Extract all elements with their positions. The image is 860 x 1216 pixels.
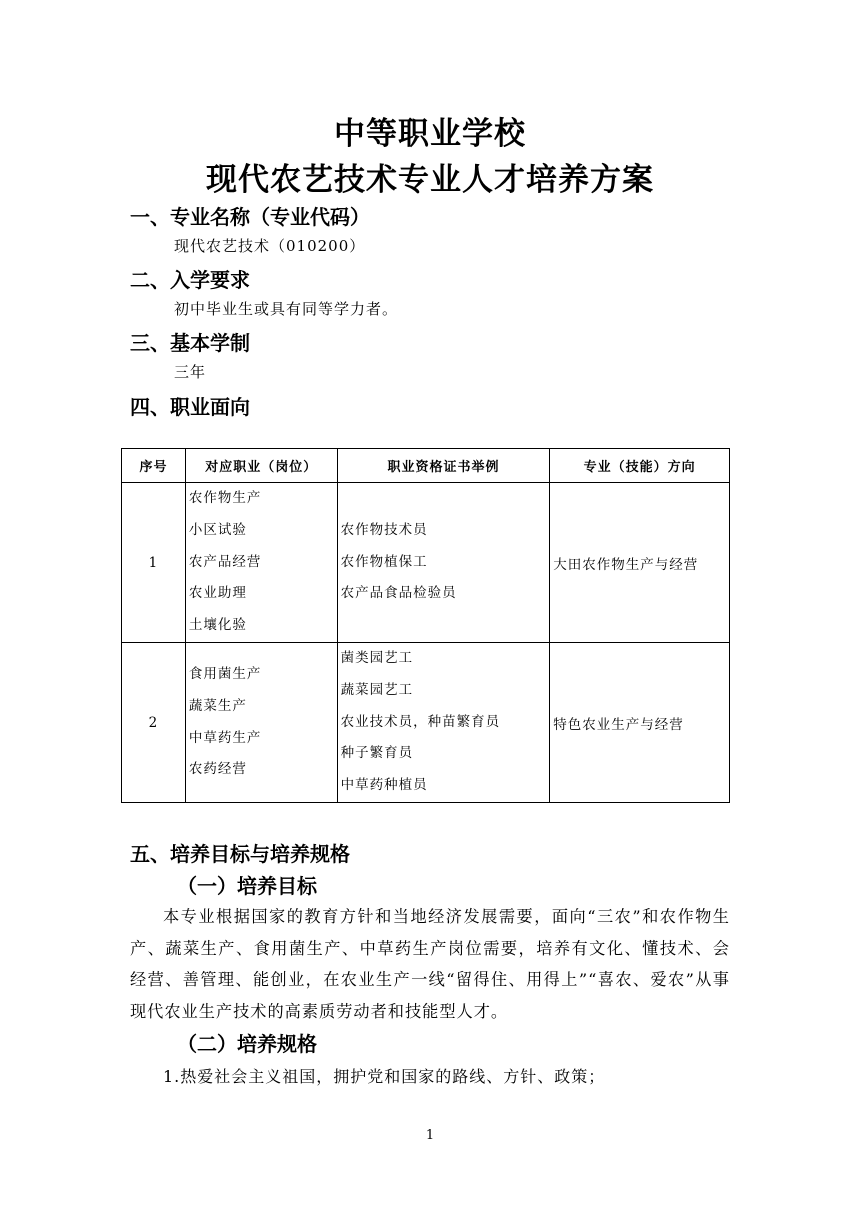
job-item: 农产品经营	[188, 553, 262, 570]
jobs-cell	[185, 643, 337, 803]
cert-item: 农业技术员，种苗繁育员	[340, 713, 501, 730]
section-heading-major-name: 一、专业名称（专业代码）	[130, 205, 370, 229]
job-item: 蔬菜生产	[188, 697, 247, 714]
cert-item: 农作物技术员	[340, 521, 428, 538]
certs-cell	[337, 483, 550, 643]
table-header-cell: 专业（技能）方向	[550, 449, 730, 483]
job-item: 农业助理	[188, 585, 247, 602]
subsection-heading-goal: （一）培养目标	[177, 874, 317, 898]
subsection-heading-specs: （二）培养规格	[177, 1032, 317, 1056]
table-header-row	[122, 449, 730, 483]
table-header-cell: 职业资格证书举例	[337, 449, 550, 483]
table-row	[122, 643, 730, 803]
goal-paragraph: 本专业根据国家的教育方针和当地经济发展需要，面向“三农”和农作物生产、蔬菜生产、食用菌生产、中草药生产岗位需要，培养有文化、懂技术、会经营、善管理、能创业，在农业生产一线“留得住、用得上”“喜农、爱农”从事现代农业生产技术的高素质劳动者和技能型人才。	[130, 907, 730, 1021]
table-header-cell: 对应职业（岗位）	[185, 449, 337, 483]
page-number: 1	[425, 1128, 435, 1143]
spec-item-1: 1.热爱社会主义祖国，拥护党和国家的路线、方针、政策；	[163, 1067, 606, 1086]
row-number: 1	[122, 483, 186, 643]
section-heading-admission: 二、入学要求	[130, 268, 250, 292]
cert-item: 中草药种植员	[340, 777, 428, 794]
job-item: 食用菌生产	[188, 665, 262, 682]
duration-text: 三年	[174, 363, 207, 381]
section-heading-objectives: 五、培养目标与培养规格	[130, 842, 350, 866]
document-title-line2: 现代农艺技术专业人才培养方案	[206, 162, 654, 198]
cert-item: 种子繁育员	[340, 745, 414, 762]
job-item: 农作物生产	[188, 490, 262, 506]
section-heading-duration: 三、基本学制	[130, 331, 250, 355]
table-row	[122, 483, 730, 643]
section-heading-career: 四、职业面向	[130, 395, 250, 419]
row-number: 2	[122, 643, 186, 803]
cert-item: 农产品食品检验员	[340, 585, 457, 602]
job-item: 小区试验	[188, 521, 247, 538]
table-header-cell: 序号	[122, 449, 186, 483]
cert-item: 蔬菜园艺工	[340, 681, 414, 698]
job-item: 中草药生产	[188, 729, 262, 746]
admission-text: 初中毕业生或具有同等学力者。	[174, 300, 399, 318]
job-item: 农药经营	[188, 761, 247, 778]
direction-cell: 大田农作物生产与经营	[550, 483, 730, 643]
document-title-line1: 中等职业学校	[334, 116, 526, 152]
major-name-text: 现代农艺技术（010200）	[174, 237, 366, 255]
cert-item: 农作物植保工	[340, 553, 428, 570]
cert-item: 菌类园艺工	[340, 650, 414, 666]
job-item: 土壤化验	[188, 617, 247, 634]
jobs-cell	[185, 483, 337, 643]
career-table	[121, 448, 730, 803]
certs-cell	[337, 643, 550, 803]
direction-cell: 特色农业生产与经营	[550, 643, 730, 803]
